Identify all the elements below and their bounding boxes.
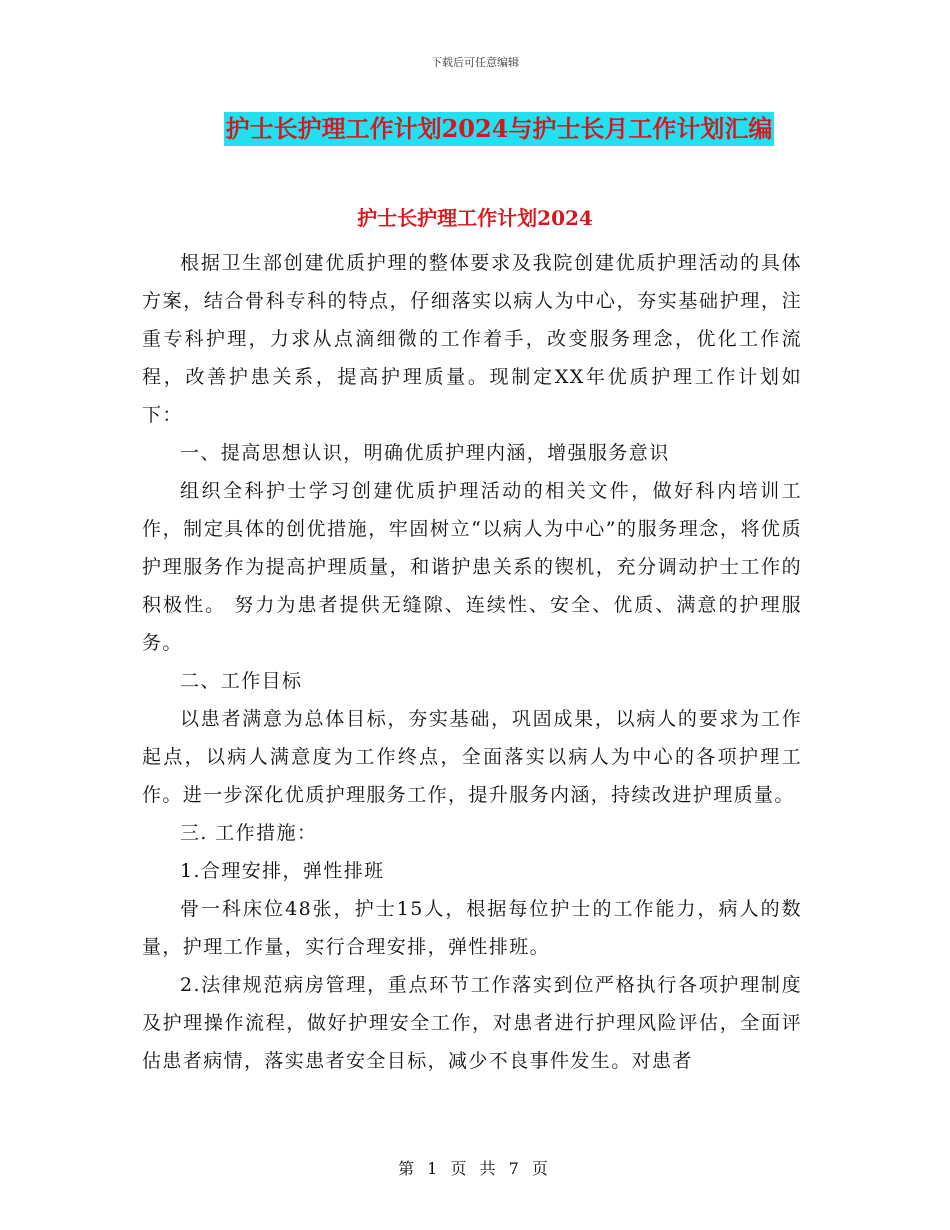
section-heading-2: 二、工作目标 [180,670,303,692]
paragraph-subsection-2: 2.法律规范病房管理，重点环节工作落实到位严格执行各项护理制度及护理操作流程，做好护理安全工作，对患者进行护理风险评估，全面评估患者病情，落实患者安全目标，减少不良事件发生。对患者 [142,974,802,1072]
main-title: 护士长护理工作计划2024与护士长月工作计划汇编 [224,112,775,146]
subsection-heading-1: 1.合理安排，弹性排班 [180,860,385,882]
paragraph-intro: 根据卫生部创建优质护理的整体要求及我院创建优质护理活动的具体方案，结合骨科专科的特点，仔细落实以病人为中心，夯实基础护理，注重专科护理，力求从点滴细微的工作着手，改变服务理念，优化工作流程，改善护患关系，提高护理质量。现制定XX年优质护理工作计划如下： [142,252,802,426]
paragraph-section-2: 以患者满意为总体目标，夯实基础，巩固成果，以病人的要求为工作起点，以病人满意度为工作终点，全面落实以病人为中心的各项护理工作。进一步深化优质护理服务工作，提升服务内涵，持续改进护理质量。 [142,708,802,806]
sub-title: 护士长护理工作计划2024 [357,206,593,230]
section-heading-3: 三. 工作措施： [180,822,318,844]
paragraph-subsection-1: 骨一科床位48张，护士15人，根据每位护士的工作能力，病人的数量，护理工作量，实行合理安排，弹性排班。 [142,898,802,958]
document-body [142,244,802,1080]
main-title-container [0,112,950,146]
header-note: 下载后可任意编辑 [431,56,519,69]
paragraph-section-1: 组织全科护士学习创建优质护理活动的相关文件，做好科内培训工作，制定具体的创优措施，牢固树立“以病人为中心”的服务理念，将优质护理服务作为提高护理质量，和谐护患关系的锲机，充分调动护士工作的积极性。 努力为患者提供无缝隙、连续性、安全、优质、满意的护理服务。 [142,480,802,654]
page-footer: 第 1 页 共 7 页 [398,1159,552,1178]
section-heading-1: 一、提高思想认识，明确优质护理内涵，增强服务意识 [180,442,670,464]
